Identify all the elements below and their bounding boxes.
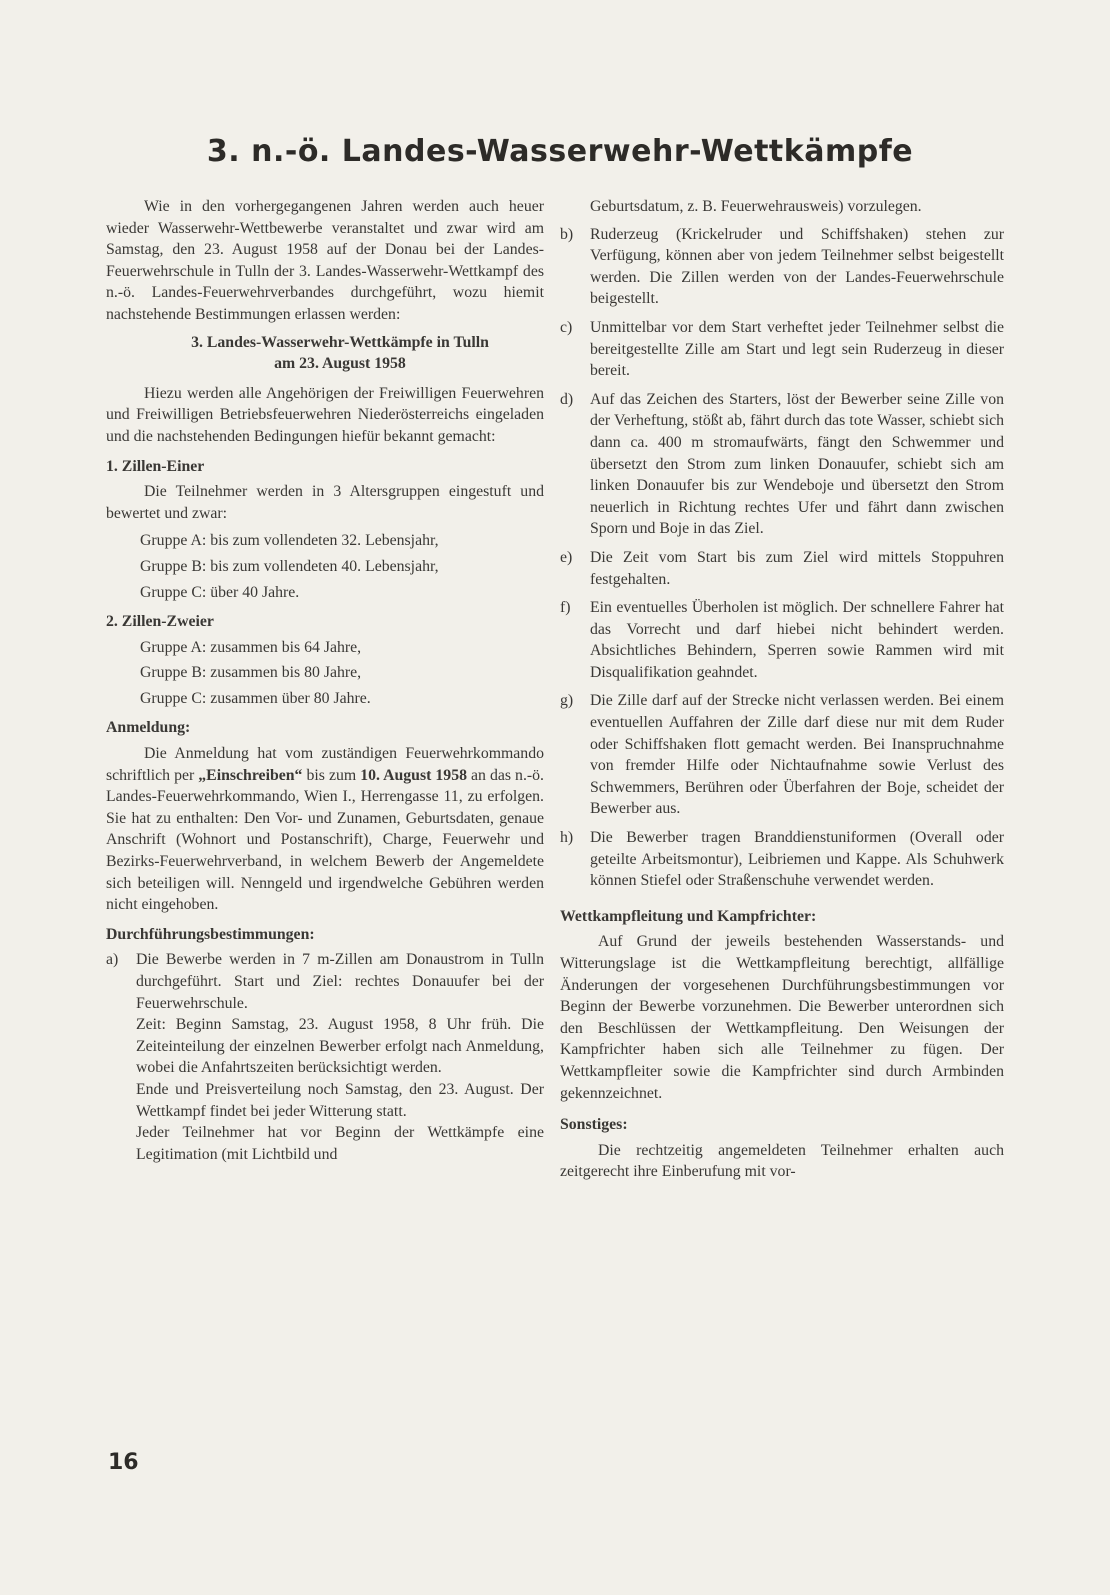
- continuation-text: Geburtsdatum, z. B. Feuerwehrausweis) vorzulegen.: [590, 198, 922, 215]
- event-subtitle-line2: am 23. August 1958: [274, 355, 406, 373]
- durchfuehrung-heading: Durchführungsbestimmungen:: [106, 925, 315, 943]
- rule-item-a-text-2: Zeit: Beginn Samstag, 23. August 1958, 8 Uhr früh. Die Zeiteinteilung der einzelnen Bewerber erfolgt nach Anmeldung, wobei die Anfahrtszeiten berücksichtigt werden.: [136, 1016, 544, 1077]
- einer-group-a: Gruppe A: bis zum vollendeten 32. Lebensjahr,: [140, 532, 439, 550]
- zweier-group-b: Gruppe B: zusammen bis 80 Jahre,: [140, 664, 362, 682]
- section-zillen-einer-text: Die Teilnehmer werden in 3 Altersgruppen eingestuft und bewertet und zwar:: [106, 483, 544, 522]
- event-subtitle-line1: 3. Landes-Wasserwehr-Wettkämpfe in Tulln: [191, 333, 489, 351]
- rule-item-f-text: Ein eventuelles Überholen ist möglich. Der schnellere Fahrer hat das Vorrecht und darf hiebei nicht behindert werden. Absichtliches Behindern, Sperren sowie Rammen wird mit Disqualifikation geahndet.: [590, 599, 1004, 681]
- anmeldung-text-1: Die Anmeldung hat vom zuständigen Feuerwehrkommando schriftlich per: [106, 745, 544, 784]
- wettkampfleitung-heading: Wettkampfleitung und Kampfrichter:: [560, 907, 817, 925]
- rule-item-b: [560, 224, 1004, 310]
- rule-item-a-text-4: Jeder Teilnehmer hat vor Beginn der Wettkämpfe eine Legitimation (mit Lichtbild und: [136, 1124, 544, 1163]
- rule-item-f-label: f): [560, 599, 571, 617]
- rule-item-f: [560, 597, 1004, 683]
- anmeldung-deadline: 10. August 1958: [360, 766, 467, 784]
- left-column: [106, 196, 544, 1172]
- anmeldung-einschreiben: „Einschreiben“: [198, 766, 303, 784]
- rule-item-b-text: Ruderzeug (Krickelruder und Schiffshaken) stehen zur Verfügung, können aber von jedem Teilnehmer selbst beigestellt werden. Die Zillen werden von der Landes-Feuerwehrschule beigestellt.: [590, 225, 1004, 308]
- rule-item-g-text: Die Zille darf auf der Strecke nicht verlassen werden. Bei einem eventuellen Auffahren der Zille darf diese nur mit dem Ruder oder Schiffshaken flott gemacht werden. Bei Inanspruchnahme von fremder Hilfe oder Nichtaufnahme sowie Verlust des Schwemmers, Berühren oder Überfahren der Boje, scheidet der Bewerber aus.: [590, 692, 1004, 818]
- section-zillen-einer-title: 1. Zillen-Einer: [106, 457, 205, 475]
- anmeldung-paragraph: [106, 743, 544, 916]
- zweier-group-c: Gruppe C: zusammen über 80 Jahre.: [140, 689, 371, 707]
- rule-item-e-label: e): [560, 548, 573, 566]
- intro-paragraph: Wie in den vorhergegangenen Jahren werden auch heuer wieder Wasserwehr-Wettbewerbe veranstaltet und zwar wird am Samstag, den 23. August 1958 auf der Donau bei der Landes-Feuerwehrschule in Tulln der 3. Landes-Wasserwehr-Wettkampf des n.-ö. Landes-Feuerwehrverbandes durchgeführt, wozu hiemit nachstehende Bestimmungen erlassen werden:: [106, 198, 544, 323]
- rule-item-g: [560, 690, 1004, 820]
- page-number: 16: [108, 1450, 139, 1475]
- right-column: [560, 196, 1004, 1189]
- zweier-group-a: Gruppe A: zusammen bis 64 Jahre,: [140, 638, 362, 656]
- rule-item-a-text-1: Die Bewerbe werden in 7 m-Zillen am Donaustrom in Tulln durchgeführt. Start und Ziel: rechtes Donauufer bei der Feuerwehrschule.: [136, 951, 544, 1012]
- rule-item-a-label: a): [106, 951, 119, 969]
- anmeldung-text-3: an das n.-ö. Landes-Feuerwehrkommando, Wien I., Herrengasse 11, zu erfolgen. Sie hat zu enthalten: Den Vor- und Zunamen, Geburtsdaten, genaue Anschrift (Wohnort und Postanschrift), Charge, Feuerwehr und Bezirks-Feuerwehrverband, in welchem Bewerb der Angemeldete sich beteiligen will. Nenngeld und irgendwelche Gebühren werden nicht eingehoben.: [106, 766, 545, 914]
- rule-item-a-text-3: Ende und Preisverteilung noch Samstag, den 23. August. Der Wettkampf findet bei jeder Witterung statt.: [136, 1080, 544, 1120]
- sonstiges-paragraph: Die rechtzeitig angemeldeten Teilnehmer erhalten auch zeitgerecht ihre Einberufung mit vor-: [560, 1141, 1004, 1181]
- rule-item-b-label: b): [560, 225, 574, 243]
- rule-item-d-label: d): [560, 390, 574, 408]
- event-subtitle: [136, 332, 544, 375]
- einer-group-c: Gruppe C: über 40 Jahre.: [140, 583, 300, 601]
- einer-group-b: Gruppe B: bis zum vollendeten 40. Lebensjahr,: [140, 557, 439, 575]
- rule-item-g-label: g): [560, 692, 574, 710]
- rule-item-a-body: [136, 949, 544, 1165]
- anmeldung-heading: Anmeldung:: [106, 719, 191, 737]
- rule-item-h-label: h): [560, 829, 574, 847]
- anmeldung-text-2: bis zum: [306, 766, 357, 784]
- rule-item-h-text: Die Bewerber tragen Branddienstuniformen (Overall oder geteilte Arbeitsmontur), Leibriemen und Kappe. Als Schuhwerk können Stiefel oder Straßenschuhe verwendet werden.: [590, 829, 1004, 890]
- rule-item-c-label: c): [560, 318, 573, 336]
- rule-item-e: [560, 547, 1004, 590]
- page-title: 3. n.-ö. Landes-Wasserwehr-Wettkämpfe: [206, 134, 914, 169]
- invitation-paragraph: Hiezu werden alle Angehörigen der Freiwilligen Feuerwehren und Freiwilligen Betriebsfeuerwehren Niederösterreichs eingeladen und die nachstehenden Bedingungen hiefür bekannt gemacht:: [106, 384, 544, 445]
- rule-item-c-text: Unmittelbar vor dem Start verheftet jeder Teilnehmer selbst die bereitgestellte Zille am Start und legt sein Ruderzeug in dieser bereit.: [590, 318, 1004, 380]
- rule-item-h: [560, 827, 1004, 892]
- rule-item-d: [560, 389, 1004, 540]
- rule-item-e-text: Die Zeit vom Start bis zum Ziel wird mittels Stoppuhren festgehalten.: [590, 548, 1004, 588]
- wettkampfleitung-paragraph: Auf Grund der jeweils bestehenden Wasserstands- und Witterungslage ist die Wettkampfleitung berechtigt, allfällige Änderungen der vorgesehenen Durchführungsbestimmungen vor Beginn der Bewerbe vorzunehmen. Die Bewerber unterordnen sich den Beschlüssen der Wettkampfleitung. Den Weisungen der Kampfrichter haben sich alle Teilnehmer zu fügen. Der Wettkampfleiter sowie die Kampfrichter sind durch Armbinden gekennzeichnet.: [560, 933, 1004, 1102]
- rule-item-a: [106, 949, 544, 1165]
- section-zillen-zweier-title: 2. Zillen-Zweier: [106, 613, 214, 631]
- rule-item-d-text: Auf das Zeichen des Starters, löst der Bewerber seine Zille von der Verheftung, stößt ab, fährt durch das tote Wasser, schiebt sich dann ca. 400 m stromaufwärts, fängt den Schwemmer und übersetzt den Strom zum linken Donauufer, schiebt sich am linken Donauufer bis zur Wendeboje und übersetzt den Strom neuerlich in Richtung rechtes Ufer und fährt dann zwischen Sporn und Boje in das Ziel.: [590, 390, 1004, 538]
- rule-item-c: [560, 317, 1004, 382]
- sonstiges-heading: Sonstiges:: [560, 1116, 628, 1134]
